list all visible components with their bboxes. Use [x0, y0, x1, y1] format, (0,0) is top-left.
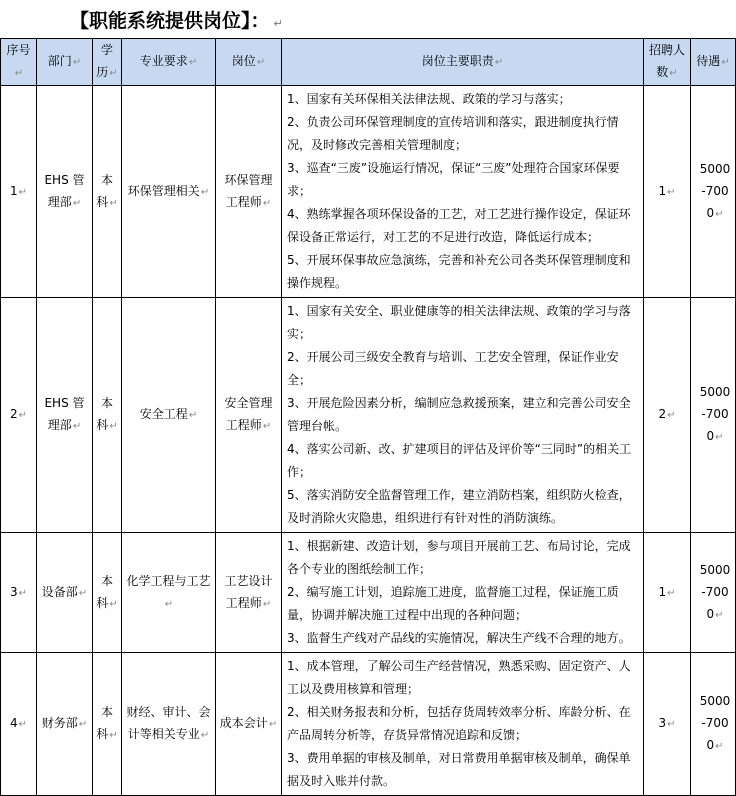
duty-item: 4、落实公司新、改、扩建项目的评估及评价等“三同时”的相关工作； [287, 442, 632, 479]
cell-major: 安全工程↵ [122, 298, 216, 533]
cell-index: 1↵ [1, 86, 37, 298]
cell-position: 安全管理工程师↵ [216, 298, 282, 533]
cell-position: 成本会计↵ [216, 653, 282, 796]
cell-duties [282, 533, 644, 653]
header-education: 学历↵ [93, 39, 122, 86]
table-row [1, 533, 736, 653]
table-row [1, 86, 736, 298]
cell-duties [282, 298, 644, 533]
section-title-text: 【职能系统提供岗位】： [70, 10, 270, 32]
cell-major: 财经、审计、会计等相关专业↵ [122, 653, 216, 796]
header-index: 序号↵ [1, 39, 37, 86]
header-duties: 岗位主要职责↵ [282, 39, 644, 86]
duty-item: 5、落实消防安全监督管理工作，建立消防档案，组织防火检查，及时消除火灾隐患，组织进行有针对性的消防演练。 [287, 488, 631, 525]
cell-index: 3↵ [1, 533, 37, 653]
duty-item: 1、根据新建、改造计划，参与项目开展前工艺、布局讨论，完成各个专业的图纸绘制工作； [287, 539, 631, 576]
duty-item: 2、编写施工计划，追踪施工进度，监督施工过程，保证施工质量，协调并解决施工过程中出现的各种问题； [287, 585, 619, 622]
cell-major: 环保管理相关↵ [122, 86, 216, 298]
duty-item: 3、费用单据的审核及制单，对日常费用单据审核及制单，确保单据及时入账并付款。 [287, 751, 631, 788]
duty-item: 2、负责公司环保管理制度的宣传培训和落实，跟进制度执行情况，及时修改完善相关管理制度； [287, 115, 619, 152]
header-salary: 待遇↵ [691, 39, 736, 86]
cell-department: EHS 管理部↵ [37, 86, 93, 298]
cell-position: 环保管理工程师↵ [216, 86, 282, 298]
cell-position: 工艺设计工程师↵ [216, 533, 282, 653]
header-position: 岗位↵ [216, 39, 282, 86]
duty-item: 4、熟练掌握各项环保设备的工艺，对工艺进行操作设定，保证环保设备正常运行，对工艺的不足进行改造，降低运行成本； [287, 207, 631, 244]
cell-department: EHS 管理部↵ [37, 298, 93, 533]
duty-item: 3、开展危险因素分析，编制应急救援预案，建立和完善公司安全管理台帐。 [287, 396, 631, 433]
cell-headcount: 1↵ [644, 533, 691, 653]
table-row [1, 653, 736, 796]
cell-salary: 5000-7000↵ [691, 86, 736, 298]
cell-headcount: 2↵ [644, 298, 691, 533]
cell-duties [282, 653, 644, 796]
cell-index: 4↵ [1, 653, 37, 796]
duty-item: 1、成本管理，了解公司生产经营情况，熟悉采购、固定资产、人工以及费用核算和管理； [287, 659, 631, 696]
duty-item: 1、国家有关环保相关法律法规、政策的学习与落实； [287, 92, 571, 106]
duty-item: 3、监督生产线对产品线的实施情况，解决生产线不合理的地方。 [287, 631, 631, 645]
cell-department: 设备部↵ [37, 533, 93, 653]
cell-index: 2↵ [1, 298, 37, 533]
table-row [1, 298, 736, 533]
section-title [70, 6, 283, 33]
duty-item: 5、开展环保事故应急演练，完善和补充公司各类环保管理制度和操作规程。 [287, 253, 631, 290]
cell-salary: 5000-7000↵ [691, 653, 736, 796]
cell-education: 本科↵ [93, 533, 122, 653]
duty-item: 3、巡查“三废”设施运行情况，保证“三废”处理符合国家环保要求； [287, 161, 620, 198]
cell-salary: 5000-7000↵ [691, 298, 736, 533]
cell-headcount: 1↵ [644, 86, 691, 298]
header-headcount: 招聘人数↵ [644, 39, 691, 86]
header-department: 部门↵ [37, 39, 93, 86]
cell-major: 化学工程与工艺↵ [122, 533, 216, 653]
duty-item: 2、相关财务报表和分析，包括存货周转效率分析、库龄分析、在产品周转分析等，存货异常情况追踪和反馈； [287, 705, 631, 742]
cell-department: 财务部↵ [37, 653, 93, 796]
positions-table [0, 38, 736, 796]
cell-salary: 5000-7000↵ [691, 533, 736, 653]
cell-education: 本科↵ [93, 86, 122, 298]
paragraph-mark-icon: ↵ [273, 17, 283, 30]
cell-duties [282, 86, 644, 298]
table-header-row [1, 39, 736, 86]
duty-item: 1、国家有关安全、职业健康等的相关法律法规、政策的学习与落实； [287, 304, 631, 341]
header-major: 专业要求↵ [122, 39, 216, 86]
duty-item: 2、开展公司三级安全教育与培训、工艺安全管理，保证作业安全； [287, 350, 619, 387]
cell-headcount: 3↵ [644, 653, 691, 796]
cell-education: 本科↵ [93, 653, 122, 796]
cell-education: 本科↵ [93, 298, 122, 533]
